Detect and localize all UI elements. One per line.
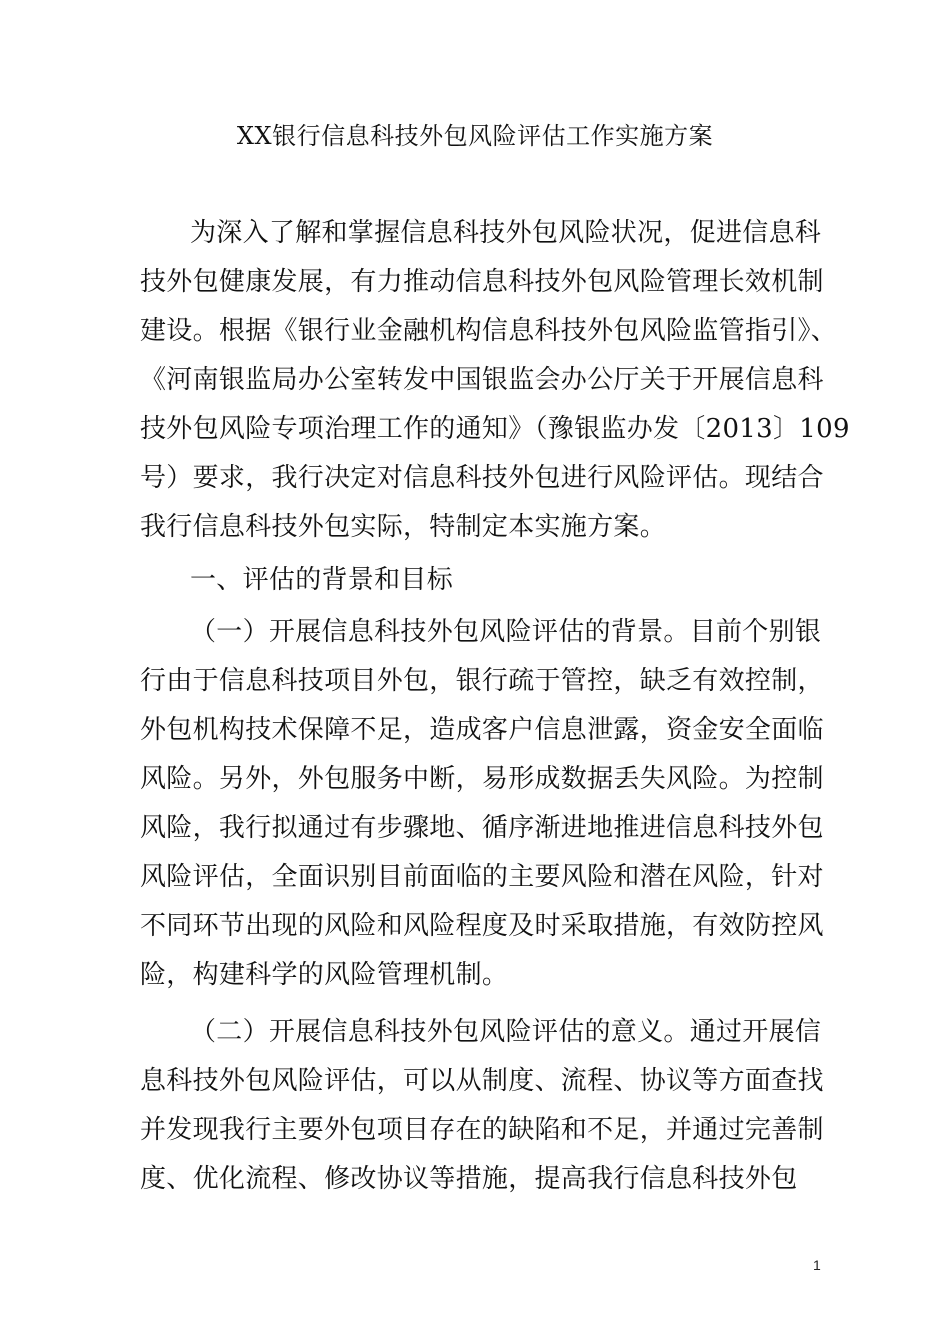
text-line: 《河南银监局办公室转发中国银监会办公厅关于开展信息科 (140, 365, 824, 395)
text-line: （二）开展信息科技外包风险评估的意义。通过开展信 (190, 1017, 822, 1047)
text-line: 息科技外包风险评估，可以从制度、流程、协议等方面查找 (140, 1066, 824, 1096)
text-line: 风险评估，全面识别目前面临的主要风险和潜在风险，针对 (140, 862, 824, 892)
text-line: 行由于信息科技项目外包，银行疏于管控，缺乏有效控制， (140, 666, 824, 696)
text-line: 风险。另外，外包服务中断，易形成数据丢失风险。为控制 (140, 764, 824, 794)
text-line: 不同环节出现的风险和风险程度及时采取措施，有效防控风 (140, 911, 824, 941)
text-line: 技外包健康发展，有力推动信息科技外包风险管理长效机制 (140, 267, 824, 297)
text-line: 险，构建科学的风险管理机制。 (140, 960, 509, 990)
text-line: 为深入了解和掌握信息科技外包风险状况，促进信息科 (190, 218, 822, 248)
text-line: 技外包风险专项治理工作的通知》（豫银监办发〔2013〕109 (140, 414, 850, 444)
text-line: 风险，我行拟通过有步骤地、循序渐进地推进信息科技外包 (140, 813, 824, 843)
text-line: 外包机构技术保障不足，造成客户信息泄露，资金安全面临 (140, 715, 824, 745)
text-line: （一）开展信息科技外包风险评估的背景。目前个别银 (190, 617, 822, 647)
page-title: XX银行信息科技外包风险评估工作实施方案 (236, 122, 714, 150)
text-line: 度、优化流程、修改协议等措施，提高我行信息科技外包 (140, 1164, 798, 1194)
text-line: 我行信息科技外包实际，特制定本实施方案。 (140, 512, 667, 542)
page-number: 1 (813, 1257, 821, 1273)
text-line: 并发现我行主要外包项目存在的缺陷和不足，并通过完善制 (140, 1115, 824, 1145)
text-line: 建设。根据《银行业金融机构信息科技外包风险监管指引》、 (140, 316, 838, 346)
section-heading: 一、评估的背景和目标 (190, 565, 454, 595)
text-line: 号）要求，我行决定对信息科技外包进行风险评估。现结合 (140, 463, 824, 493)
